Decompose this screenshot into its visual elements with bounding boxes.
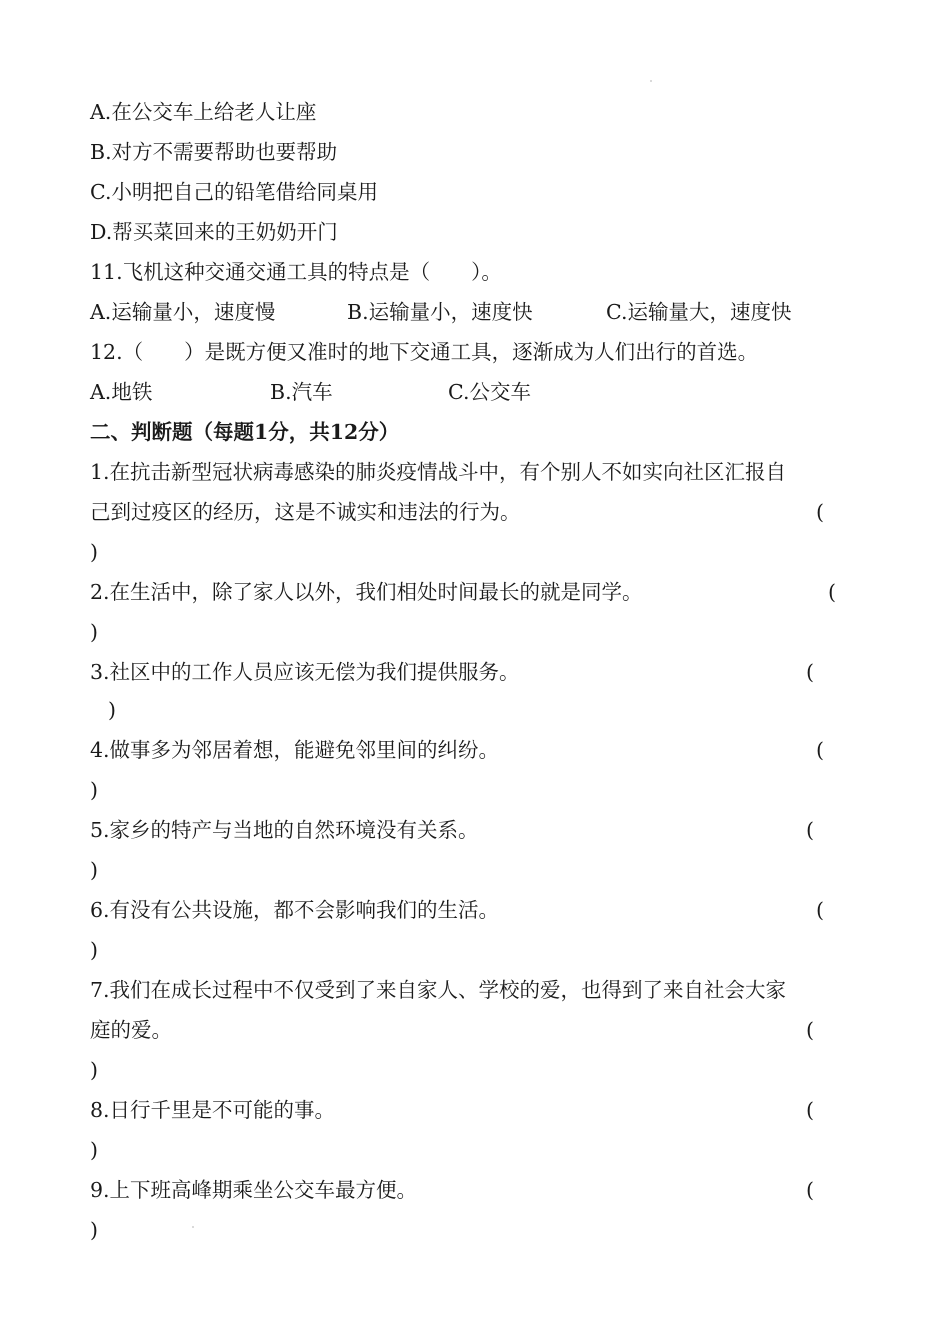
tf-item-7-close-paren: ) [90,1058,98,1082]
tf-item-1-open-paren: ( [816,500,824,524]
tf-item-5-close-paren: ) [90,858,98,882]
tf-item-6-open-paren: ( [816,898,824,922]
q11-option-a: A.运输量小，速度慢 [90,300,276,324]
tf-item-2-open-paren: ( [828,580,836,604]
speck-top [650,80,652,82]
q11-stem: 11.飞机这种交通交通工具的特点是（ ）。 [90,260,502,284]
speck-bottom [192,1226,194,1228]
tf-item-7-open-paren: ( [806,1018,814,1042]
q12-option-b: B.汽车 [270,380,333,404]
q10-option-c: C.小明把自己的铅笔借给同桌用 [90,180,378,204]
tf-item-9-close-paren: ) [90,1218,98,1242]
section-heading: 二、判断题（每题1分，共12分） [90,420,400,444]
tf-item-9-open-paren: ( [806,1178,814,1202]
tf-item-2: 2.在生活中，除了家人以外，我们相处时间最长的就是同学。 [90,580,643,604]
q12-option-c: C.公交车 [448,380,531,404]
tf-item-3-open-paren: ( [806,660,814,684]
tf-item-4: 4.做事多为邻居着想，能避免邻里间的纠纷。 [90,738,500,762]
tf-item-7-line-2: 庭的爱。 [90,1018,172,1042]
tf-item-4-open-paren: ( [816,738,824,762]
tf-item-3-close-paren: ) [108,698,116,722]
q10-option-b: B.对方不需要帮助也要帮助 [90,140,338,164]
q11-option-b: B.运输量小，速度快 [347,300,533,324]
tf-item-5-open-paren: ( [806,818,814,842]
q12-option-a: A.地铁 [90,380,153,404]
tf-item-2-close-paren: ) [90,620,98,644]
tf-item-1-close-paren: ) [90,540,98,564]
q11-option-c: C.运输量大，速度快 [606,300,792,324]
q10-option-d: D.帮买菜回来的王奶奶开门 [90,220,338,244]
tf-item-7-line-1: 7.我们在成长过程中不仅受到了来自家人、学校的爱，也得到了来自社会大家 [90,978,787,1002]
tf-item-6-close-paren: ) [90,938,98,962]
tf-item-4-close-paren: ) [90,778,98,802]
tf-item-6: 6.有没有公共设施，都不会影响我们的生活。 [90,898,500,922]
tf-item-8: 8.日行千里是不可能的事。 [90,1098,336,1122]
tf-item-1-line-2: 己到过疫区的经历，这是不诚实和违法的行为。 [90,500,521,524]
tf-item-8-close-paren: ) [90,1138,98,1162]
tf-item-9: 9.上下班高峰期乘坐公交车最方便。 [90,1178,418,1202]
tf-item-8-open-paren: ( [806,1098,814,1122]
tf-item-5: 5.家乡的特产与当地的自然环境没有关系。 [90,818,479,842]
tf-item-1-line-1: 1.在抗击新型冠状病毒感染的肺炎疫情战斗中，有个别人不如实向社区汇报自 [90,460,787,484]
q10-option-a: A.在公交车上给老人让座 [90,100,317,124]
q12-stem: 12.（ ）是既方便又准时的地下交通工具，逐渐成为人们出行的首选。 [90,340,759,364]
tf-item-3: 3.社区中的工作人员应该无偿为我们提供服务。 [90,660,520,684]
